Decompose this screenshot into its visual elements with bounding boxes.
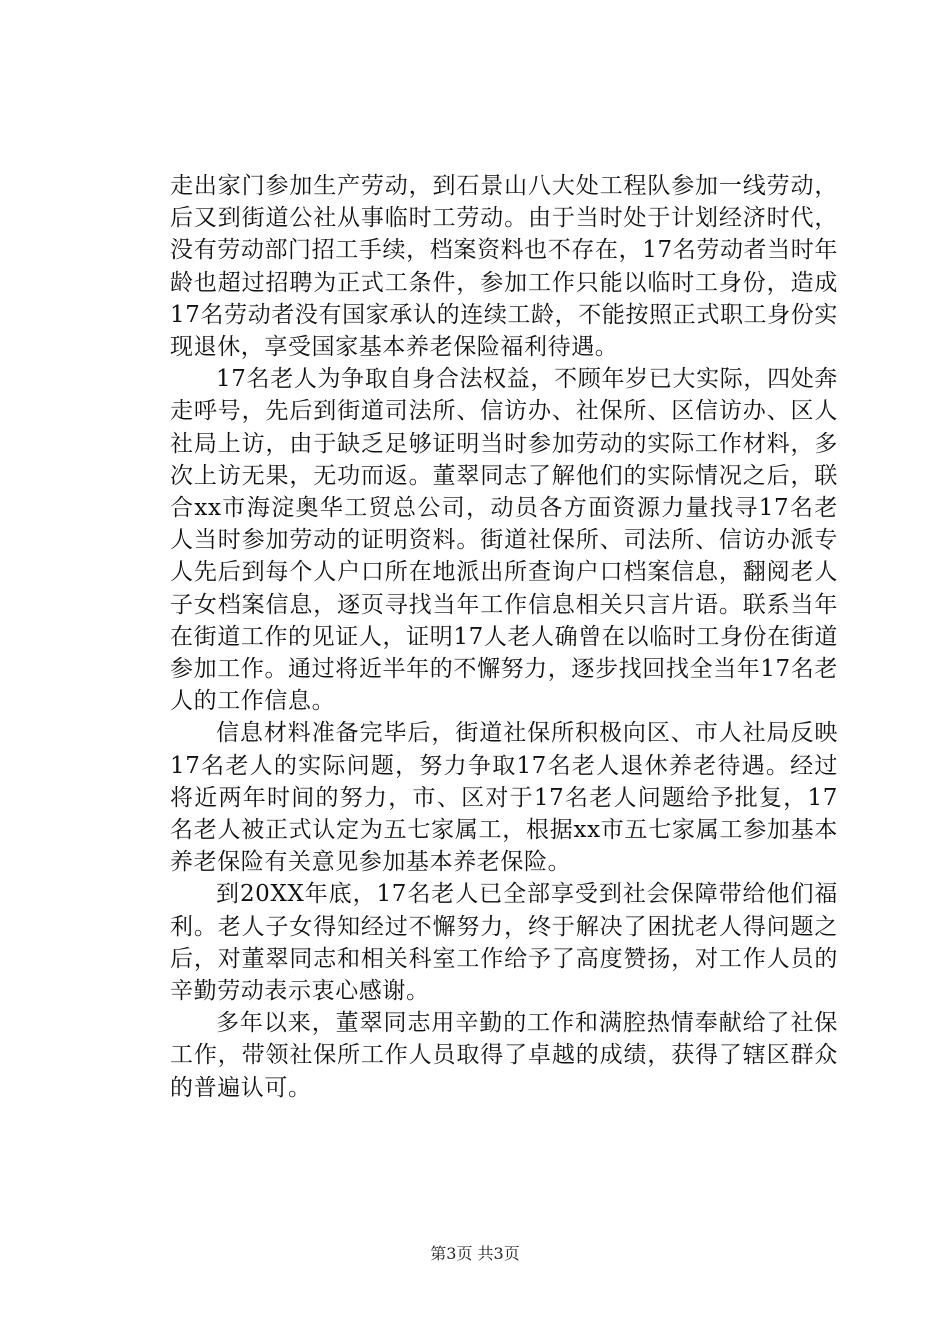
document-body	[170, 170, 838, 1104]
paragraph-appeal: 17名老人为争取自身合法权益，不顾年岁已大实际，四处奔走呼号，先后到街道司法所、信访办、社保所、区信访办、区人社局上访，由于缺乏足够证明当时参加劳动的实际工作材料，多次上访无果，无功而返。董翠同志了解他们的实际情况之后，联合xx市海淀奥华工贸总公司，动员各方面资源力量找寻17名老人当时参加劳动的证明资料。街道社保所、司法所、信访办派专人先后到每个人户口所在地派出所查询户口档案信息，翻阅老人子女档案信息，逐页寻找当年工作信息相关只言片语。联系当年在街道工作的见证人，证明17人老人确曾在以临时工身份在街道参加工作。通过将近半年的不懈努力，逐步找回找全当年17名老人的工作信息。	[170, 366, 838, 715]
paragraph-approval: 信息材料准备完毕后，街道社保所积极向区、市人社局反映17名老人的实际问题，努力争取17名老人退休养老待遇。经过将近两年时间的努力，市、区对于17名老人问题给予批复，17名老人被正式认定为五七家属工，根据xx市五七家属工参加基本养老保险有关意见参加基本养老保险。	[170, 720, 838, 876]
paragraph-outcome: 到20XX年底，17名老人已全部享受到社会保障带给他们福利。老人子女得知经过不懈努力，终于解决了困扰老人得问题之后，对董翠同志和相关科室工作给予了高度赞扬，对工作人员的辛勤劳动表示衷心感谢。	[170, 881, 838, 1005]
paragraph-continuation: 走出家门参加生产劳动，到石景山八大处工程队参加一线劳动，后又到街道公社从事临时工劳动。由于当时处于计划经济时代，没有劳动部门招工手续，档案资料也不存在，17名劳动者当时年龄也超过招聘为正式工条件，参加工作只能以临时工身份，造成17名劳动者没有国家承认的连续工龄，不能按照正式职工身份实现退休，享受国家基本养老保险福利待遇。	[170, 173, 838, 361]
paragraph-conclusion: 多年以来，董翠同志用辛勤的工作和满腔热情奉献给了社保工作，带领社保所工作人员取得了卓越的成绩，获得了辖区群众的普遍认可。	[170, 1010, 838, 1101]
page-footer: 第3页 共3页	[430, 1244, 520, 1263]
